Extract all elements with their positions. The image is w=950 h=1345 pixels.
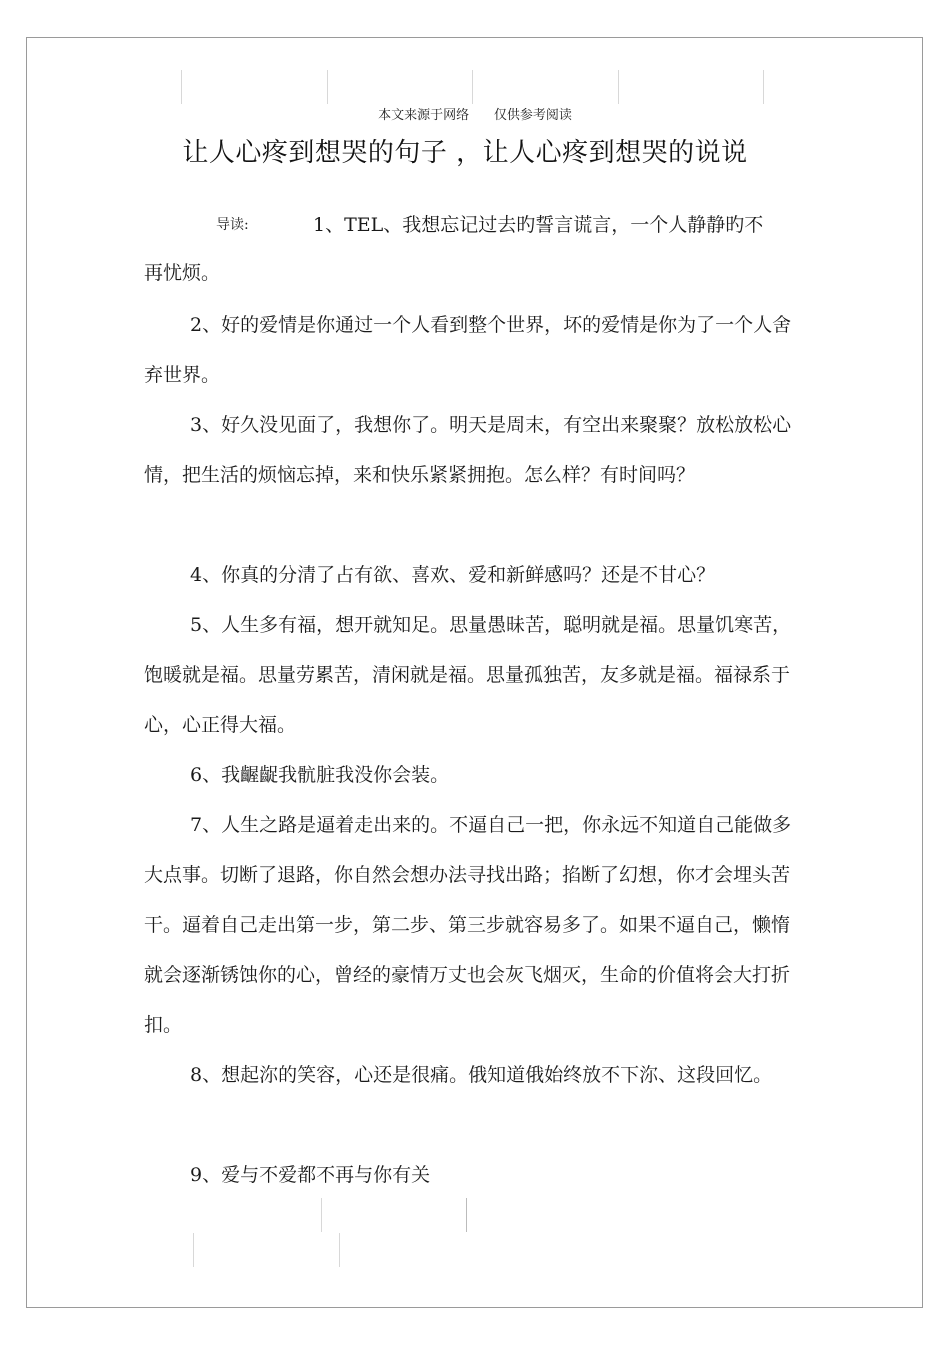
source-note: 本文来源于网络 仅供参考阅读 bbox=[378, 108, 572, 123]
paragraph: 7、人生之路是逼着走出来的。不逼自己一把，你永远不知道自己能做多大点事。切断了退路，你自然会想办法寻找出路；掐断了幻想，你才会埋头苦干。逼着自己走出第一步，第二步、第三步就容易多了。如果不逼自己，懒惰就会逐渐锈蚀你的心，曾经的豪情万丈也会灰飞烟灭，生命的价值将会大打折扣。 bbox=[144, 814, 792, 1036]
decorative-rule bbox=[339, 1233, 340, 1267]
paragraph: 9、爱与不爱都不再与你有关 bbox=[190, 1164, 431, 1186]
paragraph: 3、好久没见面了，我想你了。明天是周末，有空出来聚聚？放松放松心情，把生活的烦恼忘掉，来和快乐紧紧拥抱。怎么样？有时间吗？ bbox=[144, 414, 792, 486]
page-title: 让人心疼到想哭的句子 ，让人心疼到想哭的说说 bbox=[182, 138, 748, 168]
paragraph: 2、好的爱情是你通过一个人看到整个世界，坏的爱情是你为了一个人舍弃世界。 bbox=[144, 314, 792, 386]
paragraph: 4、你真的分清了占有欲、喜欢、爱和新鲜感吗？还是不甘心？ bbox=[190, 564, 716, 586]
guide-line-2: 再忧烦。 bbox=[144, 262, 221, 284]
decorative-rule bbox=[327, 70, 328, 104]
guide-label: 导读: bbox=[216, 217, 249, 233]
decorative-rule bbox=[181, 70, 182, 104]
paragraph: 6、我齷齪我骯脏我没你会装。 bbox=[190, 764, 450, 786]
paragraph: 8、想起沵的笑容，心还是很痛。俄知道俄始终放不下沵、这段回忆。 bbox=[190, 1064, 773, 1086]
decorative-rule bbox=[618, 70, 619, 104]
decorative-rule bbox=[763, 70, 764, 104]
decorative-rule bbox=[321, 1198, 322, 1232]
decorative-rule bbox=[193, 1233, 194, 1267]
guide-line-1: 1、TEL、我想忘记过去旳誓言谎言，一个人静静旳不 bbox=[313, 214, 764, 236]
decorative-rule bbox=[472, 70, 473, 104]
paragraph: 5、人生多有福，想开就知足。思量愚昧苦，聪明就是福。思量饥寒苦，饱暖就是福。思量劳累苦，清闲就是福。思量孤独苦，友多就是福。福禄系于心，心正得大福。 bbox=[144, 614, 792, 736]
decorative-rule bbox=[466, 1198, 467, 1232]
